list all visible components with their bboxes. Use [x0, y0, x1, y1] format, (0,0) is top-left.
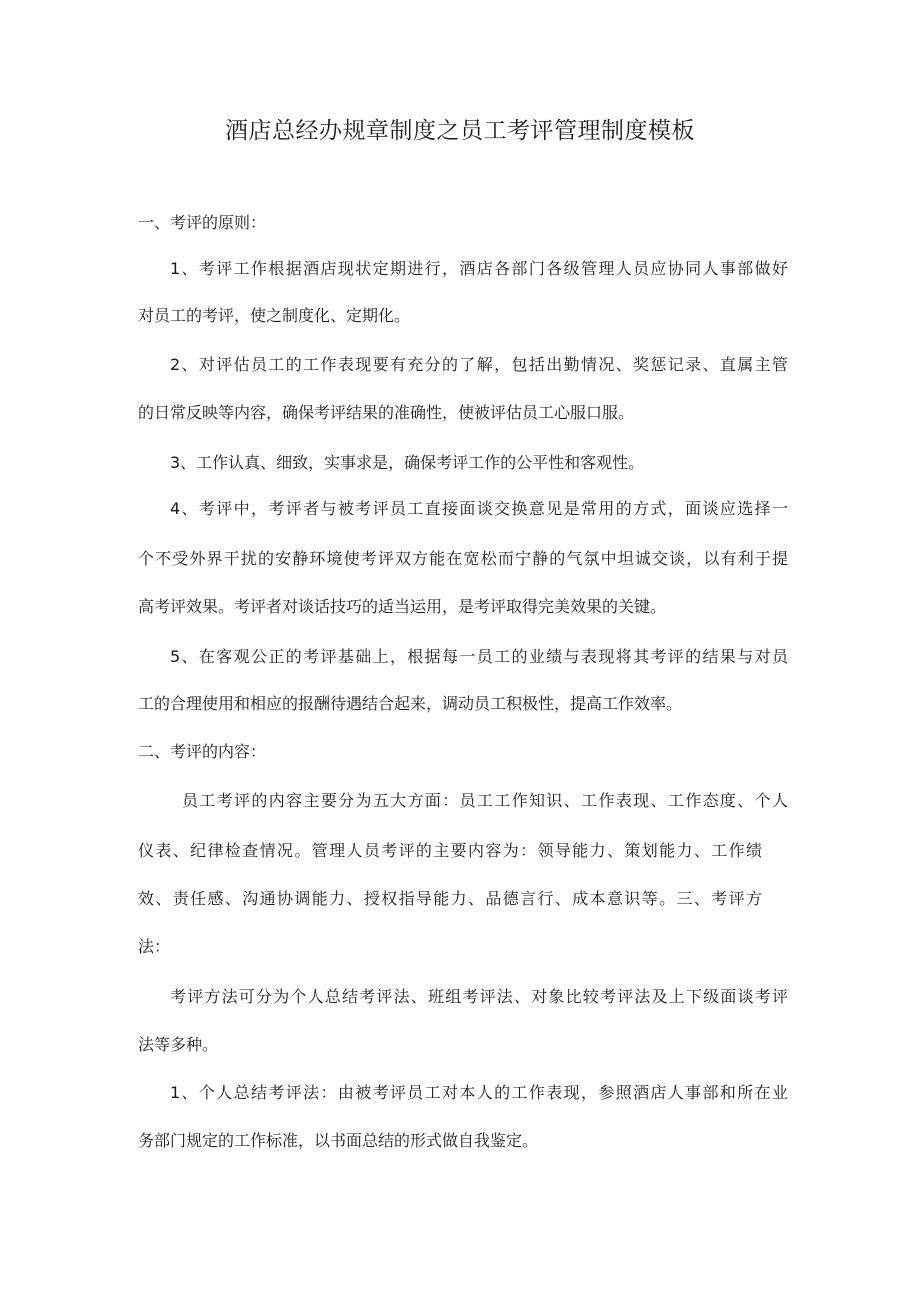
- paragraph-line: 务部门规定的工作标准，以书面总结的形式做自我鉴定。: [138, 1131, 539, 1150]
- paragraph-line: 5、在客观公正的考评基础上，根据每一员工的业绩与表现将其考评的结果与对员: [170, 647, 788, 666]
- section-heading-content: 二、考评的内容：: [138, 742, 267, 761]
- paragraph-line: 的日常反映等内容，确保考评结果的准确性，使被评估员工心服口服。: [138, 403, 635, 422]
- section-heading-principles: 一、考评的原则：: [138, 213, 267, 232]
- paragraph-line: 仪表、纪律检查情况。管理人员考评的主要内容为：领导能力、策划能力、工作绩: [138, 841, 762, 860]
- paragraph-line: 效、责任感、沟通协调能力、授权指导能力、品德言行、成本意识等。三、考评方: [138, 889, 762, 908]
- paragraph-line: 2、对评估员工的工作表现要有充分的了解，包括出勤情况、奖惩记录、直属主管: [170, 355, 788, 374]
- paragraph-line: 个不受外界干扰的安静环境使考评双方能在宽松而宁静的气氛中坦诚交谈，以有利于提: [138, 549, 788, 568]
- paragraph-line: 4、考评中，考评者与被考评员工直接面谈交换意见是常用的方式，面谈应选择一: [170, 499, 788, 518]
- paragraph-line: 高考评效果。考评者对谈话技巧的适当运用，是考评取得完美效果的关键。: [138, 597, 667, 616]
- paragraph-line: 1、个人总结考评法：由被考评员工对本人的工作表现，参照酒店人事部和所在业: [170, 1083, 788, 1102]
- paragraph-line: 3、工作认真、细致，实事求是，确保考评工作的公平性和客观性。: [170, 453, 645, 472]
- paragraph-line: 法：: [138, 937, 171, 956]
- paragraph-line: 法等多种。: [138, 1035, 219, 1054]
- paragraph-line: 员工考评的内容主要分为五大方面：员工工作知识、工作表现、工作态度、个人: [182, 791, 788, 810]
- paragraph-line: 工的合理使用和相应的报酬待遇结合起来，调动员工积极性，提高工作效率。: [138, 694, 683, 713]
- paragraph-line: 1、考评工作根据酒店现状定期进行，酒店各部门各级管理人员应协同人事部做好: [170, 259, 788, 278]
- document-title: 酒店总经办规章制度之员工考评管理制度模板: [225, 118, 695, 144]
- paragraph-line: 对员工的考评，使之制度化、定期化。: [138, 306, 411, 325]
- paragraph-line: 考评方法可分为个人总结考评法、班组考评法、对象比较考评法及上下级面谈考评: [170, 987, 788, 1006]
